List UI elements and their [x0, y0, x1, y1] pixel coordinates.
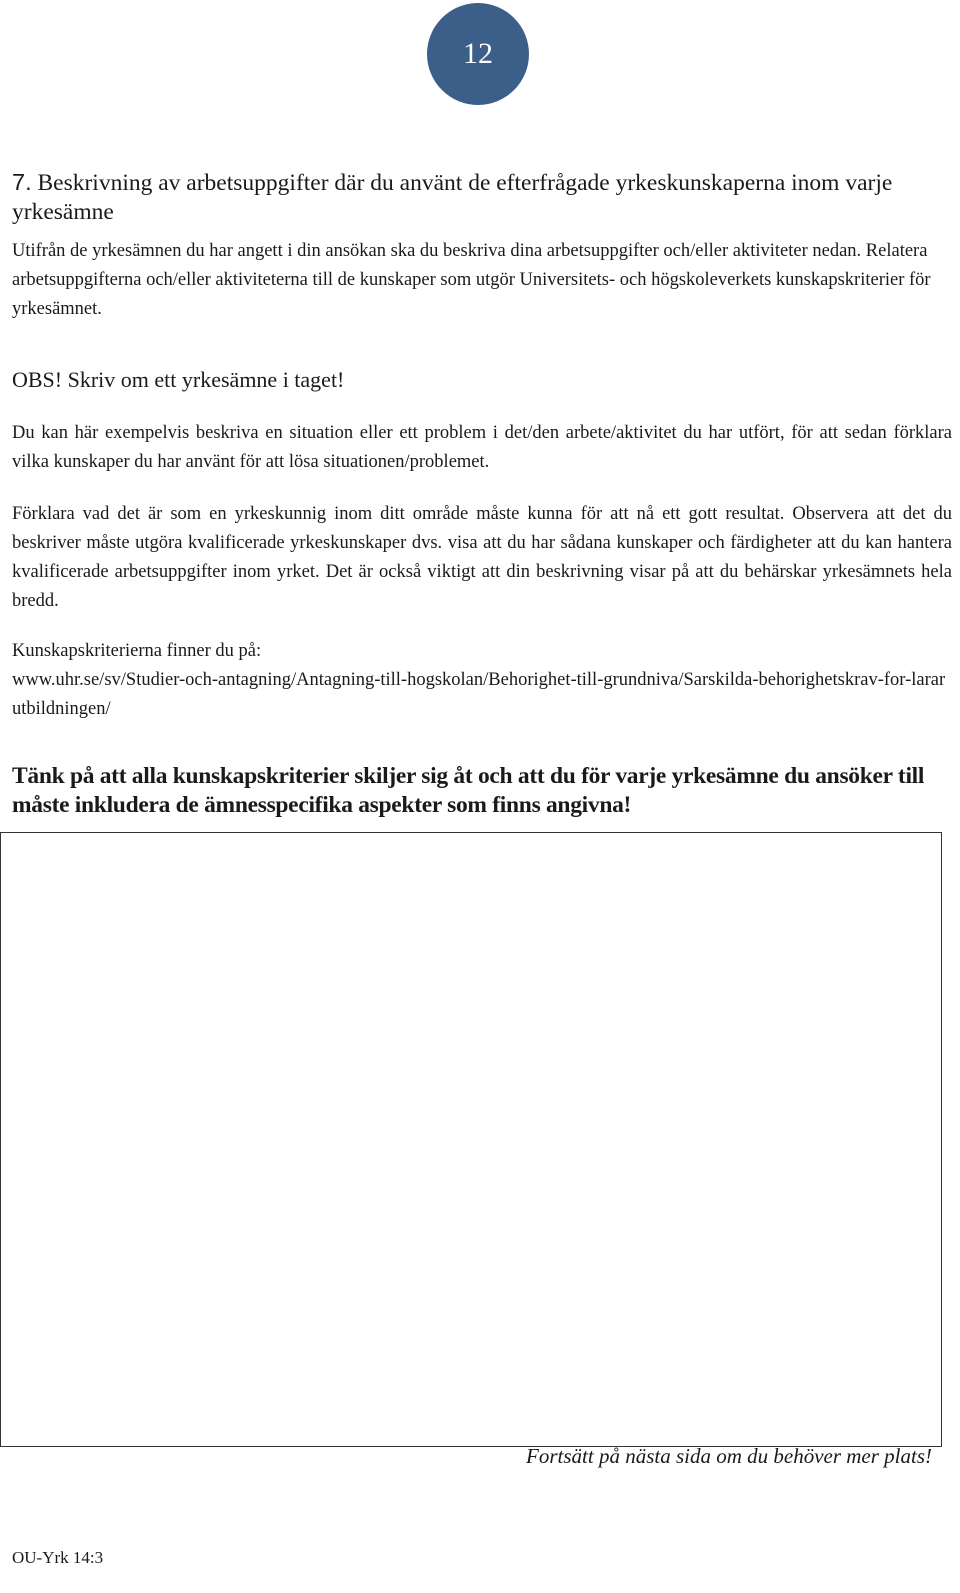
- section-number: 7.: [12, 169, 32, 195]
- section-heading: [12, 168, 952, 227]
- instruction-paragraph-1: Du kan här exempelvis beskriva en situation eller ett problem i det/den arbete/aktivitet du har utfört, för att sedan förklara vilka kunskaper du har använt för att lösa situationen/problemet.: [12, 423, 952, 472]
- answer-text-box[interactable]: [0, 832, 942, 1447]
- continue-note: Fortsätt på nästa sida om du behöver mer plats!: [526, 1444, 932, 1468]
- instruction-paragraph-2: Förklara vad det är som en yrkeskunnig inom ditt område måste kunna för att nå ett gott resultat. Observera att det du beskriver måste utgöra kvalificerade yrkeskunskaper dvs. visa att du har sådana kunskaper och färdigheter att du kan hantera kvalificerade arbetsuppgifter inom yrket. Det är också viktigt att din beskrivning visar på att du behärskar yrkesämnets hela bredd.: [12, 504, 952, 611]
- obs-note: OBS! Skriv om ett yrkesämne i taget!: [12, 367, 345, 392]
- emphasis-note: Tänk på att alla kunskapskriterier skiljer sig åt och att du för varje yrkesämne du ansöker till måste inkludera de ämnesspecifika aspekter som finns angivna!: [12, 763, 925, 818]
- intro-paragraph: Utifrån de yrkesämnen du har angett i din ansökan ska du beskriva dina arbetsuppgifter och/eller aktiviteter nedan. Relatera arbetsuppgifterna och/eller aktiviteterna till de kunskaper som utgör Universitets- och högskoleverkets kunskapskriterier för yrkesämnet.: [12, 241, 931, 319]
- page-number: 12: [463, 37, 493, 70]
- form-code-footer: OU-Yrk 14:3: [12, 1548, 104, 1567]
- page-number-badge: [427, 3, 529, 105]
- criteria-label: Kunskapskriterierna finner du på:: [12, 641, 262, 661]
- criteria-reference: [12, 637, 952, 724]
- section-title: Beskrivning av arbetsuppgifter där du använt de efterfrågade yrkeskunskaperna inom varje yrkesämne: [12, 170, 893, 225]
- criteria-link[interactable]: www.uhr.se/sv/Studier-och-antagning/Antagning-till-hogskolan/Behorighet-till-grundniva/Sarskilda-behorighetskrav-for-lararutbildningen/: [12, 670, 946, 719]
